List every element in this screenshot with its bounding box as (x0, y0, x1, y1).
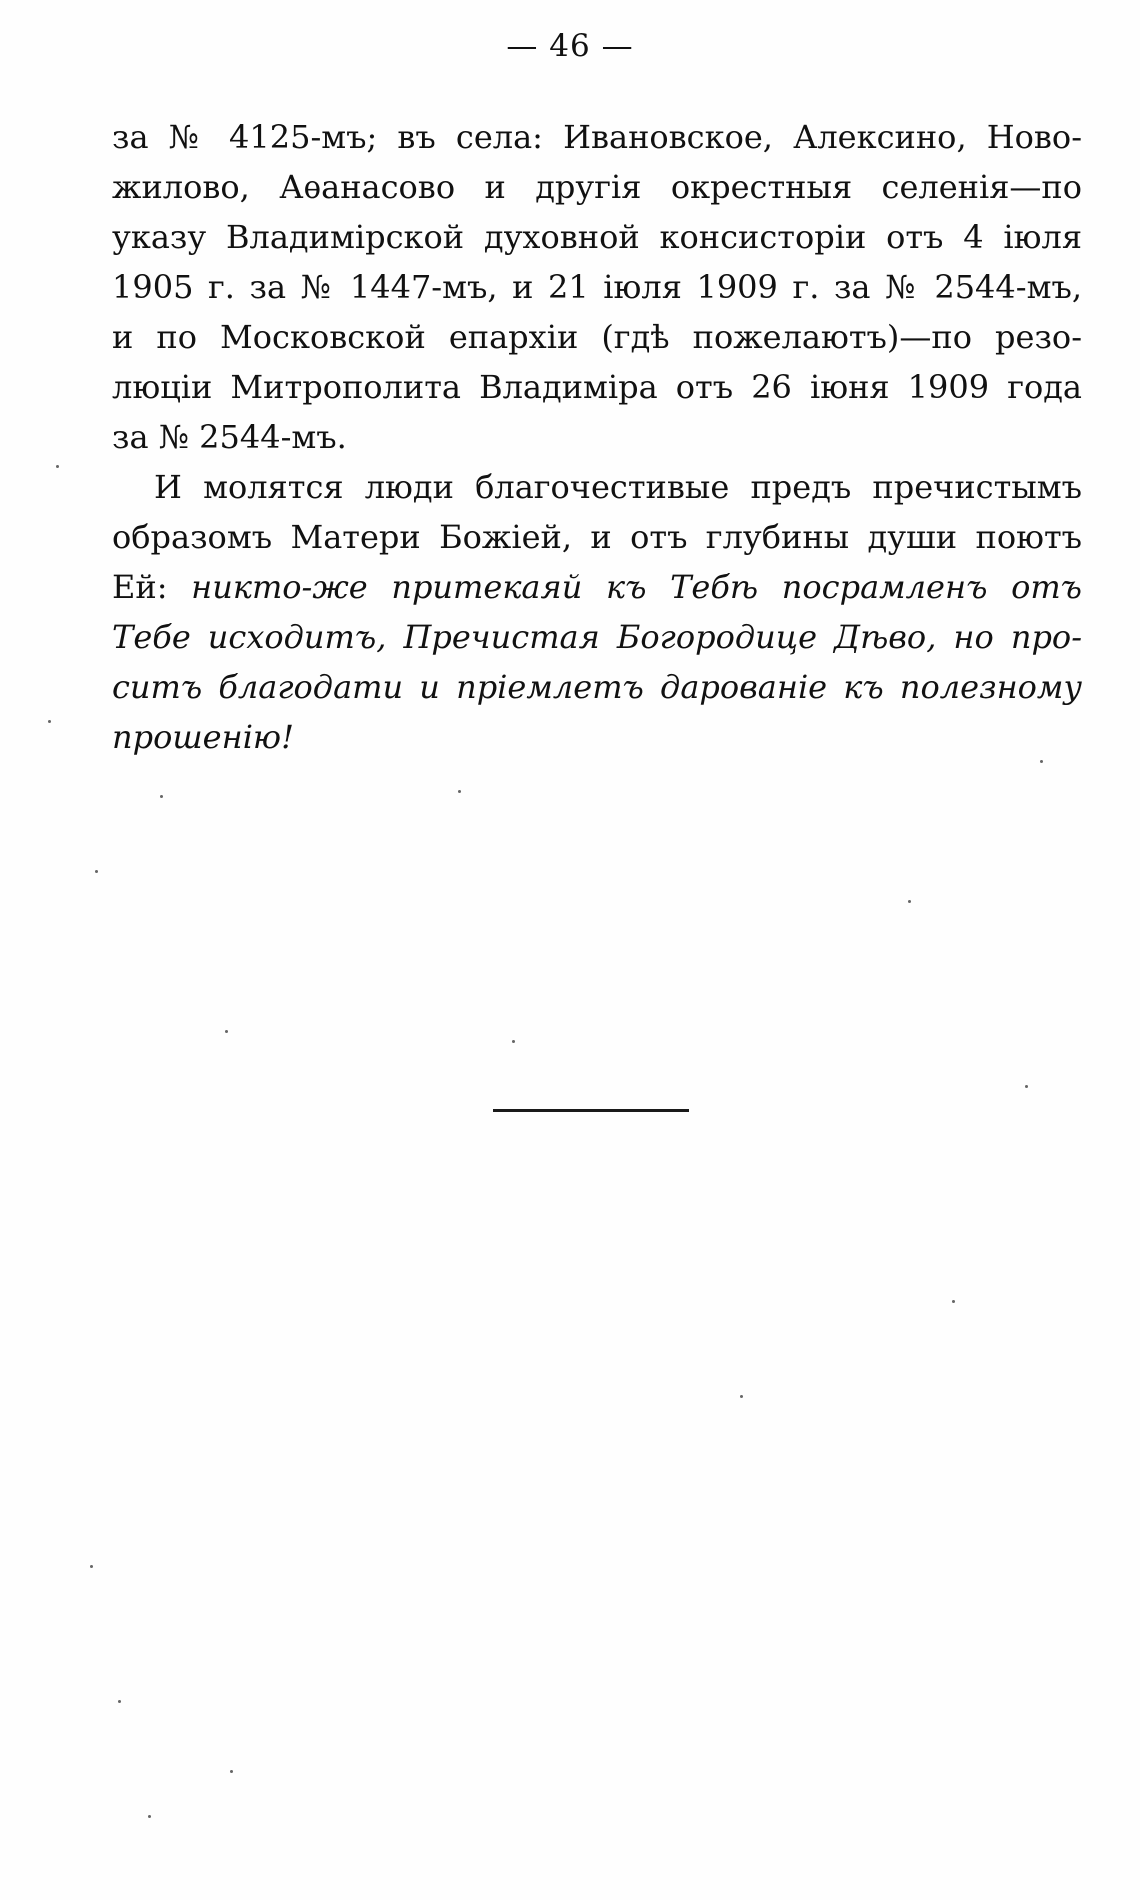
scan-speck (740, 1395, 743, 1398)
scan-speck (48, 720, 51, 723)
end-rule (493, 1109, 689, 1112)
text-line: люціи Митрополита Владиміра отъ 26 іюня 1909 года (112, 368, 1082, 406)
scan-speck (952, 1300, 955, 1303)
prayer-line (112, 612, 1082, 662)
prayer-text: прошенію! (112, 718, 294, 756)
prayer-line (112, 712, 1082, 762)
scan-speck (95, 870, 98, 873)
text-line: указу Владимірской духовной консисторіи отъ 4 іюля (112, 218, 1082, 256)
page-number: — 46 — (506, 28, 634, 64)
text-lead: Ей: (112, 568, 192, 606)
text-line: И молятся люди благочестивые предъ пречистымъ (154, 468, 1082, 506)
text-line: образомъ Матери Божіей, и отъ глубины души поютъ (112, 518, 1082, 556)
scan-speck (90, 1565, 93, 1568)
prayer-text: ситъ благодати и пріемлетъ дарованіе къ полезному (112, 668, 1082, 706)
text-line: и по Московской епархіи (гдѣ пожелаютъ)—по резо- (112, 318, 1082, 356)
scan-speck (512, 1040, 515, 1043)
scan-speck (458, 790, 461, 793)
text-line: за № 2544-мъ. (112, 418, 347, 456)
text-line: 1905 г. за № 1447-мъ, и 21 іюля 1909 г. за № 2544-мъ, (112, 268, 1082, 306)
text-line: жилово, Аѳанасово и другія окрестныя селенія—по (112, 168, 1082, 206)
prayer-text: никто-же притекаяй къ Тебѣ посрамленъ отъ (191, 568, 1083, 606)
paragraph-1 (112, 112, 1082, 462)
paragraph-2 (112, 462, 1082, 762)
scan-speck (908, 900, 911, 903)
scan-speck (56, 465, 59, 468)
scan-speck (1025, 1085, 1028, 1088)
scan-speck (225, 1030, 228, 1033)
prayer-line (112, 662, 1082, 712)
scan-speck (160, 795, 163, 798)
text-line: за № 4125-мъ; въ села: Ивановское, Алексино, Ново- (112, 118, 1082, 156)
scan-speck (230, 1770, 233, 1773)
scan-speck (118, 1700, 121, 1703)
scan-speck (148, 1815, 151, 1818)
scan-speck (1040, 760, 1043, 763)
prayer-text: Тебе исходитъ, Пречистая Богородице Дѣво, но про- (112, 618, 1082, 656)
text-line-mixed (112, 562, 1082, 612)
